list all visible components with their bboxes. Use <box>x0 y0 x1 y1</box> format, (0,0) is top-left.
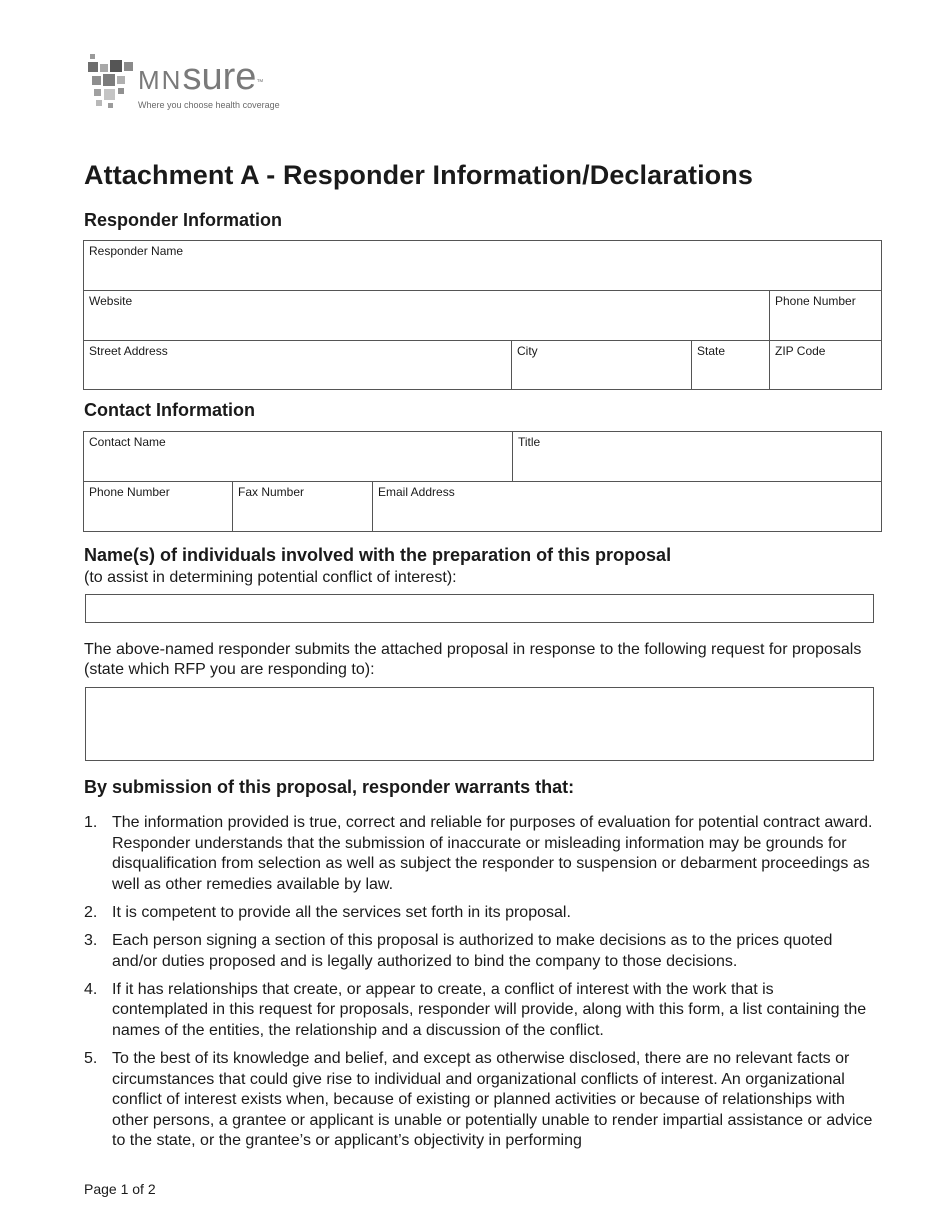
rfp-statement: The above-named responder submits the attached proposal in response to the following request for proposals (state which RFP you are responding to): <box>84 641 862 678</box>
logo-tagline: Where you choose health coverage <box>138 100 280 110</box>
warrant-text: To the best of its knowledge and belief, and except as otherwise disclosed, there are no relevant facts or circumstances that could give rise to individual and organizational conflicts of interest. An organizational conflict of interest exists when, because of existing or planned activities or because of relationships with other persons, a grantee or applicant is unable or potentially unable to render impartial assistance or advice to the state, or the grantee’s or applicant’s objectivity in performing <box>112 1049 873 1150</box>
responder-info-table <box>83 240 882 390</box>
email-address-field[interactable] <box>373 482 882 532</box>
website-label: Website <box>89 294 133 308</box>
warrant-number: 5. <box>84 1049 98 1067</box>
mnsure-logo <box>86 52 316 114</box>
warrant-text: The information provided is true, correct and reliable for purposes of evaluation for potential contract award. Responder understands that the submission of inaccurate or misleading information may be grounds for disqualification from selection as well as subject the responder to suspension or debarment proceedings as well as other remedies available by law. <box>112 814 873 893</box>
logo-trademark: ™ <box>256 79 264 86</box>
rfp-input[interactable] <box>85 687 874 761</box>
zip-code-label: ZIP Code <box>775 344 826 358</box>
website-field[interactable] <box>84 291 770 341</box>
contact-phone-field[interactable] <box>84 482 233 532</box>
zip-code-field[interactable] <box>770 341 882 390</box>
individuals-input[interactable] <box>85 594 874 623</box>
contact-name-label: Contact Name <box>89 435 166 449</box>
individuals-subheading: (to assist in determining potential conflict of interest): <box>84 569 457 586</box>
contact-name-field[interactable] <box>84 432 513 482</box>
street-address-label: Street Address <box>89 344 168 358</box>
individuals-heading: Name(s) of individuals involved with the preparation of this proposal <box>84 545 672 565</box>
contact-info-heading: Contact Information <box>84 400 255 420</box>
warrant-number: 2. <box>84 903 98 921</box>
email-address-label: Email Address <box>378 485 455 499</box>
warrant-item <box>84 813 874 895</box>
warrant-text: Each person signing a section of this proposal is authorized to make decisions as to the prices quoted and/or duties proposed and is legally authorized to bind the company to those decisions. <box>112 931 833 970</box>
state-label: State <box>697 344 726 358</box>
warrant-number: 3. <box>84 931 98 949</box>
warrant-text: If it has relationships that create, or appear to create, a conflict of interest with the work that is contemplated in this request for proposals, responder will provide, along with this form, a list containing the names of the entities, the relationship and a discussion of the conflict. <box>112 980 867 1039</box>
responder-name-field[interactable] <box>84 241 882 291</box>
page-title: Attachment A - Responder Information/Declarations <box>84 160 753 190</box>
city-field[interactable] <box>512 341 692 390</box>
warrant-item <box>84 903 874 924</box>
warrant-item <box>84 980 874 1042</box>
warrant-number: 1. <box>84 814 98 831</box>
responder-info-heading: Responder Information <box>84 210 283 230</box>
street-address-field[interactable] <box>84 341 512 390</box>
responder-phone-field[interactable] <box>770 291 882 341</box>
responder-phone-label: Phone Number <box>775 294 856 308</box>
logo-mark-icon <box>86 52 138 112</box>
contact-info-table <box>83 431 882 532</box>
warrants-list <box>84 813 874 1159</box>
contact-phone-label: Phone Number <box>89 485 170 499</box>
logo-brand-suffix: sure <box>182 56 257 98</box>
warrant-number: 4. <box>84 980 98 998</box>
responder-name-label: Responder Name <box>89 244 184 258</box>
fax-number-label: Fax Number <box>238 485 305 499</box>
state-field[interactable] <box>692 341 770 390</box>
warrant-item <box>84 1049 874 1152</box>
warrant-text: It is competent to provide all the services set forth in its proposal. <box>112 903 571 921</box>
logo-wordmark <box>138 58 263 99</box>
fax-number-field[interactable] <box>233 482 373 532</box>
contact-title-label: Title <box>518 435 541 449</box>
contact-title-field[interactable] <box>513 432 882 482</box>
logo-brand-prefix: MN <box>138 65 183 95</box>
warrants-heading: By submission of this proposal, responder warrants that: <box>84 777 575 797</box>
page-number: Page 1 of 2 <box>84 1181 156 1197</box>
warrant-item <box>84 931 874 972</box>
city-label: City <box>517 344 538 358</box>
